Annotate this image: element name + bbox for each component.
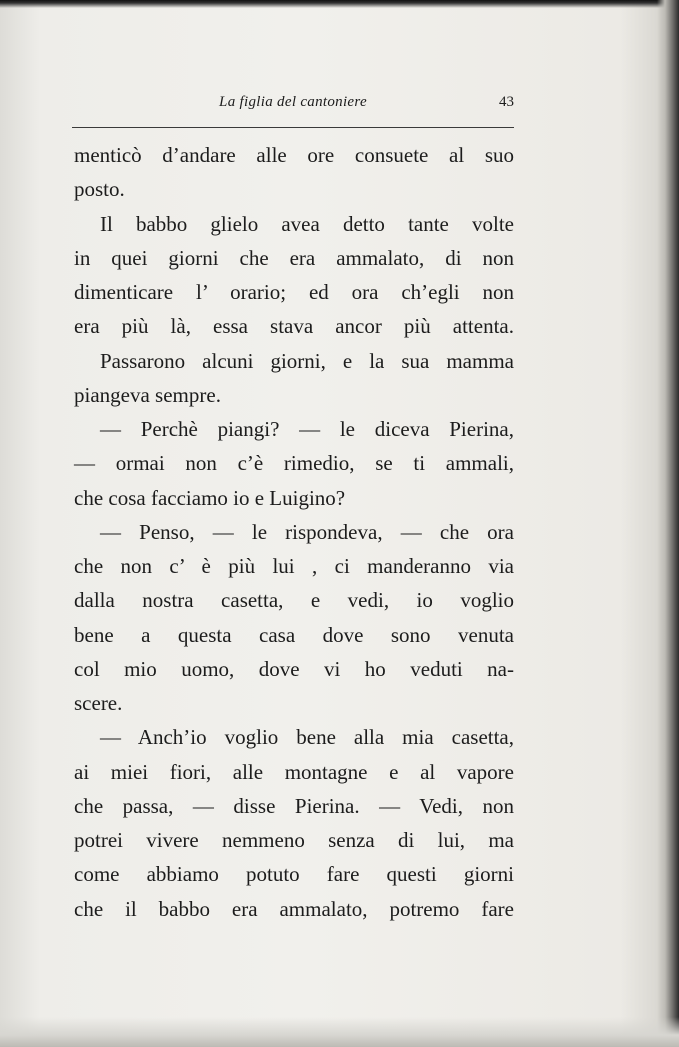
- text-line: menticò d’andare alle ore consuete al suo: [74, 143, 514, 167]
- text-line: — ormai non c’è rimedio, se ti ammali,: [74, 451, 514, 476]
- text-line: in quei giorni che era ammalato, di non: [74, 245, 514, 270]
- text-line: potrei vivere nemmeno senza di lui, ma: [74, 828, 514, 852]
- page-number: 43: [499, 94, 514, 110]
- text-line: piangeva sempre.: [74, 382, 221, 407]
- text-line: che passa, — disse Pierina. — Vedi, non: [74, 793, 514, 818]
- header-rule: [72, 127, 514, 128]
- text-line: — Anch’io voglio bene alla mia casetta,: [100, 725, 514, 750]
- running-title: La figlia del cantoniere: [219, 94, 367, 110]
- text-line: posto.: [74, 177, 125, 202]
- text-line: ai miei fiori, alle montagne e al vapore: [74, 759, 514, 784]
- text-line: scere.: [74, 691, 123, 715]
- page-gutter-edge: [657, 0, 679, 1047]
- text-line: — Perchè piangi? — le diceva Pierina,: [100, 417, 514, 441]
- text-line: come abbiamo potuto fare questi giorni: [74, 862, 514, 887]
- text-line: Il babbo glielo avea detto tante volte: [100, 211, 514, 236]
- text-line: Passarono alcuni giorni, e la sua mamma: [100, 348, 514, 373]
- text-line: dalla nostra casetta, e vedi, io voglio: [74, 588, 514, 613]
- text-line: che cosa facciamo io e Luigino?: [74, 485, 346, 510]
- text-line: dimenticare l’ orario; ed ora ch’egli non: [74, 280, 514, 304]
- text-line: che il babbo era ammalato, potremo fare: [74, 896, 514, 921]
- text-line: — Penso, — le rispondeva, — che ora: [100, 519, 514, 544]
- body-text: [74, 138, 514, 926]
- page-top-edge: [0, 0, 679, 8]
- text-line: bene a questa casa dove sono venuta: [74, 622, 514, 647]
- text-line: col mio uomo, dove vi ho veduti na-: [74, 656, 514, 681]
- running-header: [72, 94, 514, 118]
- text-line: che non c’ è più lui , ci manderanno via: [74, 554, 514, 578]
- page-bottom-edge: [0, 1017, 679, 1047]
- text-line: era più là, essa stava ancor più attenta.: [74, 314, 514, 339]
